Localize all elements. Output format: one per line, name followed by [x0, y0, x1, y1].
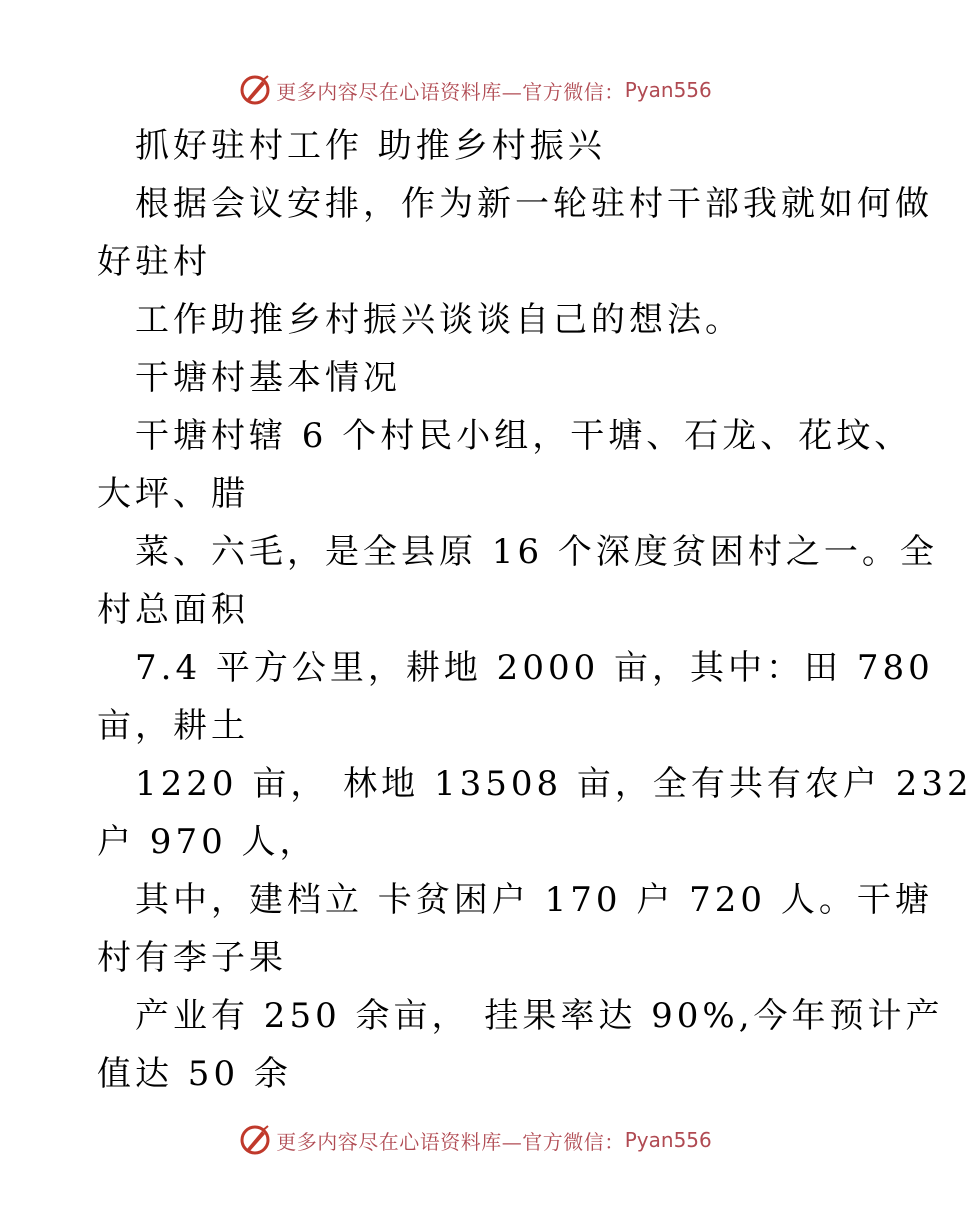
- paragraph-line: 菜、六毛，是全县原 16 个深度贫困村之一。全: [135, 532, 938, 572]
- banner-text: 更多内容尽在心语资料库—官方微信：: [276, 1129, 625, 1154]
- quill-pen-circle-icon: [238, 73, 272, 107]
- paragraph-line: 7.4 平方公里，耕地 2000 亩，其中：田 780: [135, 648, 934, 688]
- paragraph-line: 村总面积: [97, 590, 249, 630]
- document-body: [97, 117, 973, 1103]
- paragraph-line: 好驻村: [97, 242, 211, 282]
- section-heading: 干塘村基本情况: [135, 358, 401, 398]
- paragraph-line: 产业有 250 余亩， 挂果率达 90%,今年预计产: [135, 996, 944, 1036]
- paragraph-line: 其中，建档立 卡贫困户 170 户 720 人。干塘: [135, 880, 933, 920]
- paragraph-line: 值达 50 余: [97, 1054, 292, 1094]
- paragraph-line: 工作助推乡村振兴谈谈自己的想法。: [135, 300, 743, 340]
- paragraph-line: 大坪、腊: [97, 474, 249, 514]
- paragraph-line: 干塘村辖 6 个村民小组，干塘、石龙、花坟、: [135, 416, 913, 456]
- quill-pen-circle-icon: [238, 1123, 272, 1157]
- wechat-id: Pyan556: [624, 1128, 712, 1152]
- paragraph-line: 根据会议安排，作为新一轮驻村干部我就如何做: [135, 184, 933, 224]
- paragraph-line: 户 970 人，: [97, 822, 318, 862]
- paragraph-line: 1220 亩， 林地 13508 亩，全有共有农户 232: [135, 764, 973, 804]
- banner-text: 更多内容尽在心语资料库—官方微信：: [276, 79, 625, 104]
- paragraph-line: 村有李子果: [97, 938, 287, 978]
- document-title: 抓好驻村工作 助推乡村振兴: [135, 126, 606, 166]
- footer-banner: [0, 1120, 950, 1160]
- header-banner: [0, 70, 950, 110]
- paragraph-line: 亩，耕土: [97, 706, 249, 746]
- wechat-id: Pyan556: [624, 78, 712, 102]
